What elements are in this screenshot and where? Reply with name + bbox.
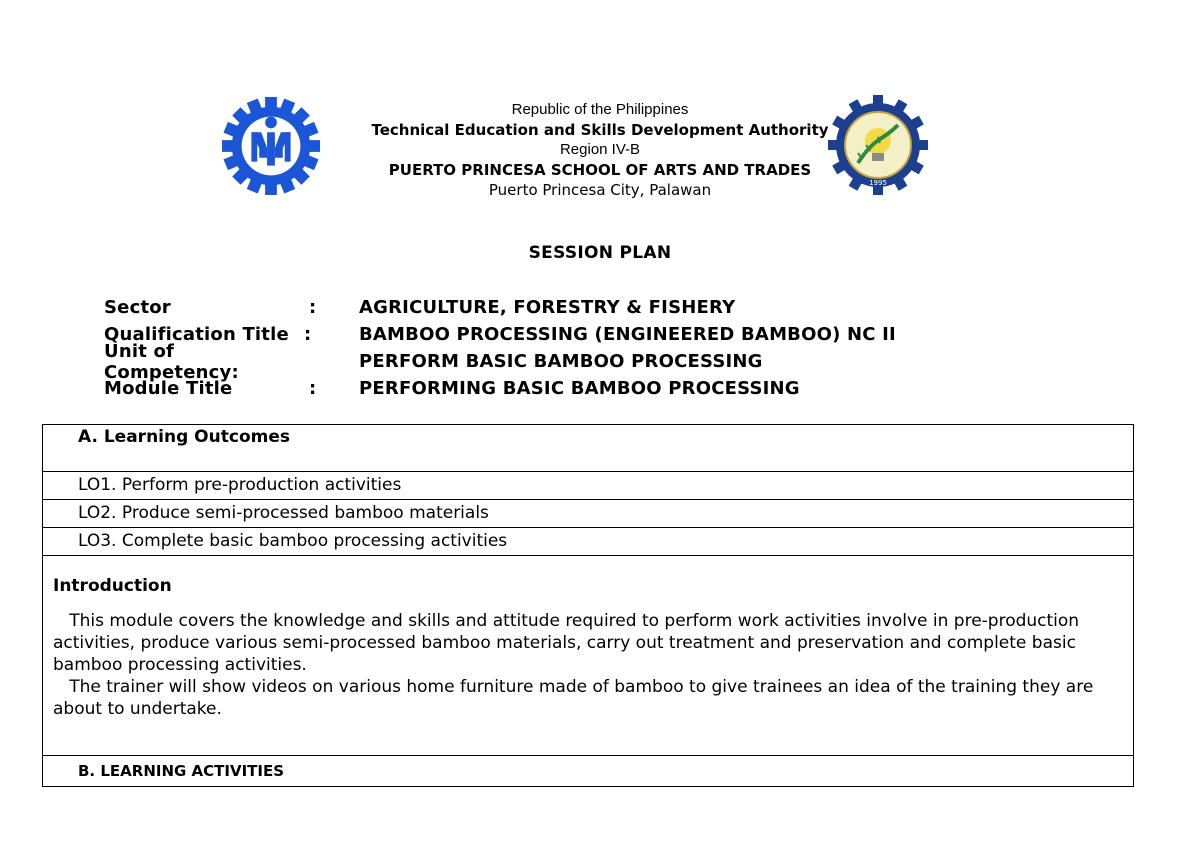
- header-region: Region IV-B: [559, 141, 641, 158]
- module-label: Module Title: [104, 378, 233, 399]
- introduction-text-2: The trainer will show videos on various home furniture made of bamboo to give trainees an idea of the training they are about to undertake.: [53, 677, 1094, 719]
- header-city: Puerto Princesa City, Palawan: [488, 181, 712, 199]
- introduction-heading: Introduction: [53, 576, 172, 596]
- module-value: PERFORMING BASIC BAMBOO PROCESSING: [359, 378, 800, 399]
- learning-activities-row: [43, 756, 1133, 786]
- learning-outcome-text: LO1. Perform pre-production activities: [78, 475, 402, 495]
- unit-value: PERFORM BASIC BAMBOO PROCESSING: [359, 351, 763, 372]
- learning-outcomes-heading: A. Learning Outcomes: [78, 427, 290, 447]
- learning-outcome-row: [43, 472, 1133, 500]
- learning-outcome-row: [43, 500, 1133, 528]
- learning-outcome-text: LO3. Complete basic bamboo processing activities: [78, 531, 508, 551]
- module-row: [104, 375, 800, 402]
- unit-row: [104, 340, 763, 383]
- unit-label: Unit of Competency:: [104, 340, 239, 383]
- qualification-value: BAMBOO PROCESSING (ENGINEERED BAMBOO) NC II: [359, 324, 896, 345]
- learning-activities-heading: B. LEARNING ACTIVITIES: [78, 762, 285, 780]
- header-school: PUERTO PRINCESA SCHOOL OF ARTS AND TRADES: [388, 161, 812, 179]
- page-title: SESSION PLAN: [528, 243, 672, 263]
- introduction-row: [43, 556, 1133, 756]
- sector-value: AGRICULTURE, FORESTRY & FISHERY: [359, 297, 736, 318]
- document-header: [0, 100, 1200, 200]
- sector-label: Sector: [104, 297, 171, 318]
- session-plan-table: [42, 424, 1134, 787]
- sector-colon: :: [309, 297, 317, 318]
- header-agency: Technical Education and Skills Development Authority: [371, 121, 829, 139]
- learning-outcomes-header-row: [43, 425, 1133, 472]
- module-colon: :: [309, 378, 317, 399]
- seal-year: 1995: [869, 179, 887, 187]
- introduction-text-1: This module covers the knowledge and skills and attitude required to perform work activities involve in pre-production activities, produce various semi-processed bamboo materials, carry out treatment and preservation and complete basic bamboo processing activities.: [53, 611, 1080, 675]
- learning-outcome-row: [43, 528, 1133, 556]
- introduction-paragraph-1: [53, 610, 1123, 676]
- session-info: [104, 294, 896, 402]
- qualification-colon: :: [304, 324, 312, 345]
- qualification-label: Qualification Title: [104, 324, 289, 345]
- sector-row: [104, 294, 736, 321]
- learning-outcome-text: LO2. Produce semi-processed bamboo materials: [78, 503, 489, 523]
- introduction-paragraph-2: [53, 676, 1123, 720]
- header-republic: Republic of the Philippines: [511, 101, 689, 118]
